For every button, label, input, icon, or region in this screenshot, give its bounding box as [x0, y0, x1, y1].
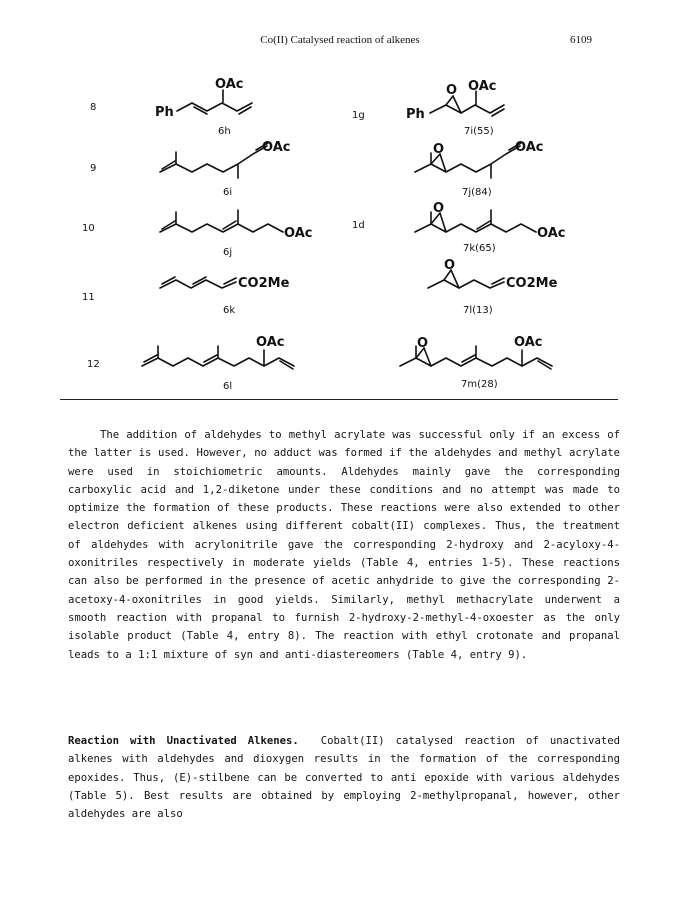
group-o: O: [417, 336, 429, 351]
group-oac: OAc: [515, 140, 544, 155]
group-ph: Ph: [406, 107, 425, 122]
group-o: O: [444, 258, 456, 273]
structure-6h: [177, 103, 252, 111]
compound-label: 6k: [223, 305, 236, 316]
group-oac: OAc: [284, 226, 313, 241]
compound-label: 6i: [223, 187, 233, 198]
scheme-divider: [60, 399, 618, 400]
compound-label: 6l: [223, 381, 233, 392]
substrate-ref: 1g: [352, 110, 365, 121]
entry-number: 9: [90, 163, 97, 174]
section-heading: Reaction with Unactivated Alkenes.: [68, 735, 299, 747]
substrate-ref: 1d: [352, 220, 365, 231]
entry-number: 10: [82, 223, 95, 234]
compound-label: 7l(13): [463, 305, 493, 316]
group-o: O: [433, 201, 445, 216]
compound-label: 7j(84): [462, 187, 492, 198]
structure-6i: [160, 146, 267, 172]
structure-6j: [160, 210, 283, 232]
group-oac: OAc: [262, 140, 291, 155]
group-co2me: CO2Me: [238, 276, 290, 291]
body-paragraph: The addition of aldehydes to methyl acrylate was successful only if an excess of the latter is used. However, no adduct was formed if the aldehydes and methyl acrylate were used in stoichiometric amounts. Aldehydes mainly gave the corresponding carboxylic acid and 1,2-diketone under these conditions and no attempt was made to optimize the formation of these products. These reactions were also extended to other electron deficient alkenes using different cobalt(II) complexes. Thus, the treatment of aldehydes with acrylonitrile gave the corresponding 2-hydroxy and 2-acyloxy-4-oxonitriles respectively in moderate yields (Table 4, entries 1-5). These reactions can also be performed in the presence of acetic anhydride to give the corresponding 2-acetoxy-4-oxonitriles in good yields. Similarly, methyl methacrylate underwent a smooth reaction with propanal to furnish 2-hydroxy-2-methyl-4-oxoester as the only isolable product (Table 4, entry 8). The reaction with ethyl crotonate and propanal leads to a 1:1 mixture of syn and anti-diastereomers (Table 4, entry 9).: [68, 429, 620, 661]
reaction-scheme: [60, 50, 620, 400]
compound-label: 7i(55): [464, 126, 494, 137]
group-ph: Ph: [155, 105, 174, 120]
group-co2me: CO2Me: [506, 276, 558, 291]
compound-label: 6j: [223, 247, 233, 258]
group-oac: OAc: [514, 335, 543, 350]
structure-7i: [430, 105, 504, 113]
group-oac: OAc: [215, 77, 244, 92]
structure-7j: [415, 146, 520, 172]
section-text: Cobalt(II) catalysed reaction of unactivated alkenes with aldehydes and dioxygen results in the formation of the corresponding epoxides. Thus, (E)-stilbene can be converted to anti epoxide with various aldehydes (Table 5). Best results are obtained by employing 2-methylpropanal, however, other aldehydes are also: [68, 735, 620, 821]
compound-label: 7k(65): [463, 243, 496, 254]
group-oac: OAc: [537, 226, 566, 241]
compound-label: 6h: [218, 126, 231, 137]
group-oac: OAc: [468, 79, 497, 94]
entry-number: 8: [90, 102, 97, 113]
section-paragraph: [68, 732, 620, 823]
page-number: 6109: [570, 34, 592, 46]
entry-number: 11: [82, 292, 95, 303]
running-header-title: Co(II) Catalysed reaction of alkenes: [260, 34, 420, 46]
compound-label: 7m(28): [461, 379, 498, 390]
scheme-structures: [60, 50, 620, 400]
entry-number: 12: [87, 359, 100, 370]
group-o: O: [433, 142, 445, 157]
group-oac: OAc: [256, 335, 285, 350]
group-o: O: [446, 83, 458, 98]
